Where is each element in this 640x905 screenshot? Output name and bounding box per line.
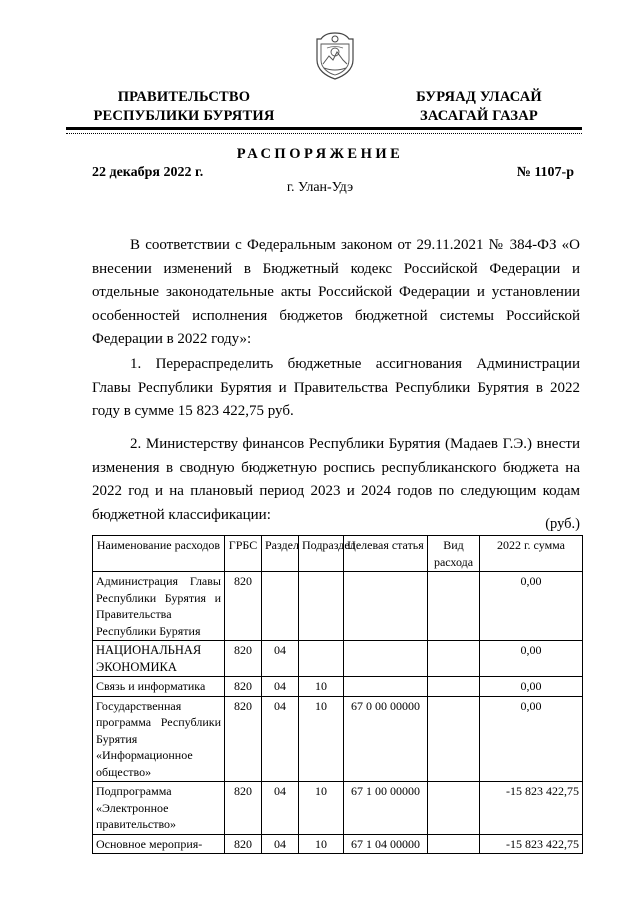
paragraph-item-2: 2. Министерству финансов Республики Бурятия (Мадаев Г.Э.) внести изменения в сводную бюджетную роспись республиканского бюджета на 2022 год и на плановый период 2023 и 2024 годов по следующим кодам бюджетной классификации: bbox=[92, 436, 580, 523]
cell-sum: -15 823 422,75 bbox=[480, 782, 583, 835]
cell-vid bbox=[428, 641, 480, 677]
cell-vid bbox=[428, 834, 480, 854]
header-left-line1: ПРАВИТЕЛЬСТВО bbox=[117, 89, 251, 105]
table-row bbox=[93, 782, 583, 835]
paragraph-item-1: 1. Перераспределить бюджетные ассигнования Администрации Главы Республики Бурятия и Правительства Республики Бурятия в 2022 году в сумме 15 823 422,75 руб. bbox=[92, 356, 580, 419]
cell-target bbox=[344, 641, 428, 677]
cell-target: 67 0 00 00000 bbox=[344, 696, 428, 782]
cell-vid bbox=[428, 677, 480, 697]
col-header-name: Наименование расходов bbox=[93, 536, 225, 572]
cell-grbs: 820 bbox=[225, 782, 262, 835]
cell-podrazdel: 10 bbox=[299, 782, 344, 835]
cell-vid bbox=[428, 782, 480, 835]
col-header-target: Целевая статья bbox=[344, 536, 428, 572]
cell-podrazdel: 10 bbox=[299, 677, 344, 697]
table-row bbox=[93, 641, 583, 677]
cell-vid bbox=[428, 572, 480, 641]
table-row bbox=[93, 834, 583, 854]
document-date: 22 декабря 2022 г. bbox=[92, 165, 204, 180]
cell-razdel bbox=[262, 572, 299, 641]
header-right-line1: БУРЯАД УЛАСАЙ bbox=[416, 89, 542, 105]
cell-razdel: 04 bbox=[262, 834, 299, 854]
cell-razdel: 04 bbox=[262, 782, 299, 835]
table-row bbox=[93, 677, 583, 697]
cell-name: Администрация Главы Республики Бурятия и Правительства Республики Бурятия bbox=[93, 572, 225, 641]
cell-name: НАЦИОНАЛЬНАЯ ЭКОНОМИКА bbox=[93, 641, 225, 677]
col-header-razdel: Раздел bbox=[262, 536, 299, 572]
header-rule-dotted bbox=[66, 133, 582, 134]
cell-name: Основное мероприя- bbox=[93, 834, 225, 854]
header-left-line2: РЕСПУБЛИКИ БУРЯТИЯ bbox=[93, 108, 275, 124]
cell-podrazdel bbox=[299, 572, 344, 641]
table-header-row bbox=[93, 536, 583, 572]
cell-vid bbox=[428, 696, 480, 782]
cell-name: Подпрограмма «Электронное правительство» bbox=[93, 782, 225, 835]
col-header-podrazdel: Подраздел bbox=[299, 536, 344, 572]
document-number: № 1107-р bbox=[516, 165, 574, 180]
header-rule-thick bbox=[66, 127, 582, 130]
cell-grbs: 820 bbox=[225, 696, 262, 782]
cell-grbs: 820 bbox=[225, 834, 262, 854]
cell-target: 67 1 04 00000 bbox=[344, 834, 428, 854]
cell-sum: 0,00 bbox=[480, 677, 583, 697]
col-header-sum: 2022 г. сумма bbox=[480, 536, 583, 572]
document-type: РАСПОРЯЖЕНИЕ bbox=[236, 146, 404, 162]
cell-grbs: 820 bbox=[225, 641, 262, 677]
document-city: г. Улан-Удэ bbox=[286, 180, 354, 195]
government-name-bur bbox=[404, 88, 554, 126]
header-right-line2: ЗАСАГАЙ ГАЗАР bbox=[420, 108, 538, 124]
table-row bbox=[93, 696, 583, 782]
cell-sum: -15 823 422,75 bbox=[480, 834, 583, 854]
budget-table bbox=[92, 535, 583, 854]
cell-razdel: 04 bbox=[262, 677, 299, 697]
table-row bbox=[93, 572, 583, 641]
cell-name: Государственная программа Республики Бурятия «Информационное общество» bbox=[93, 696, 225, 782]
cell-target bbox=[344, 572, 428, 641]
cell-razdel: 04 bbox=[262, 641, 299, 677]
cell-grbs: 820 bbox=[225, 572, 262, 641]
cell-sum: 0,00 bbox=[480, 641, 583, 677]
coat-of-arms-icon bbox=[309, 30, 361, 82]
currency-unit: (руб.) bbox=[545, 516, 580, 532]
cell-razdel: 04 bbox=[262, 696, 299, 782]
cell-podrazdel: 10 bbox=[299, 696, 344, 782]
paragraph-preamble: В соответствии с Федеральным законом от 29.11.2021 № 384-ФЗ «О внесении изменений в Бюджетный кодекс Российской Федерации и отдельные законодательные акты Российской Федерации и установлении особенностей исполнения бюджетов бюджетной системы Российской Федерации в 2022 году»: bbox=[92, 237, 580, 347]
cell-target bbox=[344, 677, 428, 697]
cell-grbs: 820 bbox=[225, 677, 262, 697]
cell-podrazdel bbox=[299, 641, 344, 677]
government-name-ru bbox=[84, 88, 284, 126]
cell-name: Связь и информатика bbox=[93, 677, 225, 697]
cell-sum: 0,00 bbox=[480, 696, 583, 782]
cell-target: 67 1 00 00000 bbox=[344, 782, 428, 835]
cell-sum: 0,00 bbox=[480, 572, 583, 641]
cell-podrazdel: 10 bbox=[299, 834, 344, 854]
col-header-vid: Вид расхода bbox=[428, 536, 480, 572]
col-header-grbs: ГРБС bbox=[225, 536, 262, 572]
